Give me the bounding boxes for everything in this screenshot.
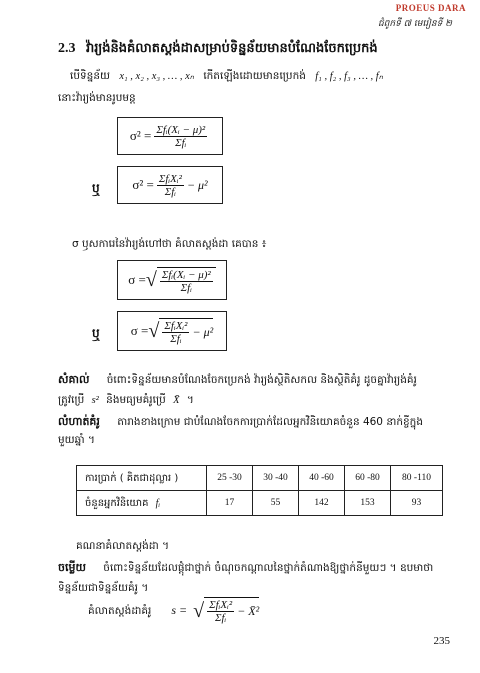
watermark: PROEUS DARA	[395, 3, 466, 13]
page-number: 235	[433, 635, 450, 647]
std-formula-1: σ = √ $\frac{\text{Σfᵢ(Xᵢ − μ)²}}{\text{Σfᵢ}}$	[117, 260, 227, 300]
solution-line-2: ទិន្នន័យជាទិន្នន័យគំរូ ។	[58, 582, 149, 594]
table-row: ចំនួនអ្នកវិនិយោគ fᵢ 17 55 142 153 93	[77, 491, 443, 516]
interest-header: ការប្រាក់ ( គិតជាដុល្លារ )	[77, 466, 207, 491]
question: គណនាគំលាតស្តង់ដា ។	[76, 540, 170, 552]
table-row: ការប្រាក់ ( គិតជាដុល្លារ ) 25 -30 30 -40 40 -60 60 -80 80 -110	[77, 466, 443, 491]
exercise-label: លំហាត់គំរូ	[58, 415, 100, 428]
variance-formula-2: σ² = $\frac{\text{ΣfᵢXᵢ²}}{\text{Σfᵢ}}$ − μ²	[117, 166, 223, 204]
note-label: សំគាល់	[58, 373, 90, 386]
exercise-line-2: មួយឆ្នាំ ។	[58, 434, 95, 446]
section-title: វ៉ារ្យង់និងគំលាតស្តង់ដាសម្រាប់ទិន្នន័យមានបំណែងចែកប្រេកង់	[86, 41, 378, 56]
variables-list: x₁ , x₂ , x₃ , … , xₙ	[119, 71, 194, 82]
frequencies-list: f₁ , f₂ , f₃ , … , fₙ	[315, 71, 383, 82]
std-dev-intro: σ ឫសការេនៃវ៉ារ្យង់ហៅថា គំលាតស្តង់ដា គេបាន ៖	[72, 238, 267, 250]
solution-label: ចម្លើយ	[58, 561, 86, 574]
exercise-line-1: លំហាត់គំរូ តារាងខាងក្រោម ជាបំណែងចែកការប្រាក់ដែលអ្នកវិនិយោគចំនួន 460 នាក់ខ្ចីក្នុង	[58, 415, 423, 428]
intro-line-2: នោះវ៉ារ្យង់មានរូបមន្ត	[58, 92, 136, 104]
variance-formula-1: σ² = $\frac{\text{Σfᵢ(Xᵢ − μ)²}}{\text{Σfᵢ}}$	[117, 117, 223, 155]
or-label-1: ឬ	[92, 181, 100, 195]
section-heading	[58, 40, 378, 59]
investors-header: ចំនួនអ្នកវិនិយោគ fᵢ	[77, 491, 207, 516]
or-label-2: ឬ	[92, 326, 100, 340]
intro-line-1: បើទិន្នន័យ x₁ , x₂ , x₃ , … , xₙ កើតឡើងដោយមានប្រេកង់ f₁ , f₂ , f₃ , … , fₙ	[70, 70, 383, 82]
solution-line-1: ចម្លើយ ចំពោះទិន្នន័យដែលផ្តុំជាថ្នាក់ ចំណុចកណ្តាលនៃថ្នាក់តំណាងឱ្យថ្នាក់នីមួយៗ ។ ឧបមាថា	[58, 561, 434, 574]
chapter-header: ជំពូកទី ៧ មេរៀនទី ២	[377, 19, 452, 29]
std-formula-2: σ = √ $\frac{\text{ΣfᵢXᵢ²}}{\text{Σfᵢ}}$ − μ²	[117, 311, 227, 351]
interest-table	[76, 465, 443, 516]
note-line-1: សំគាល់ ចំពោះទិន្នន័យមានបំណែងចែកប្រេកង់ វ៉ារ្យង់ស្ថិតិសកល និងស្ថិតិគំរូ ដូចគ្នាវ៉ារ្យង់គំរូ	[58, 373, 417, 386]
sample-std-formula: គំលាតស្តង់ដាគំរូ s = √ $\frac{\text{ΣfᵢXᵢ²}}{\text{Σfᵢ}}$ − X̄²	[88, 599, 260, 624]
note-line-2: ត្រូវប្រើ s² និងមធ្យមគំរូប្រើ X̄ ។	[58, 394, 194, 406]
section-number: 2.3	[58, 41, 76, 56]
